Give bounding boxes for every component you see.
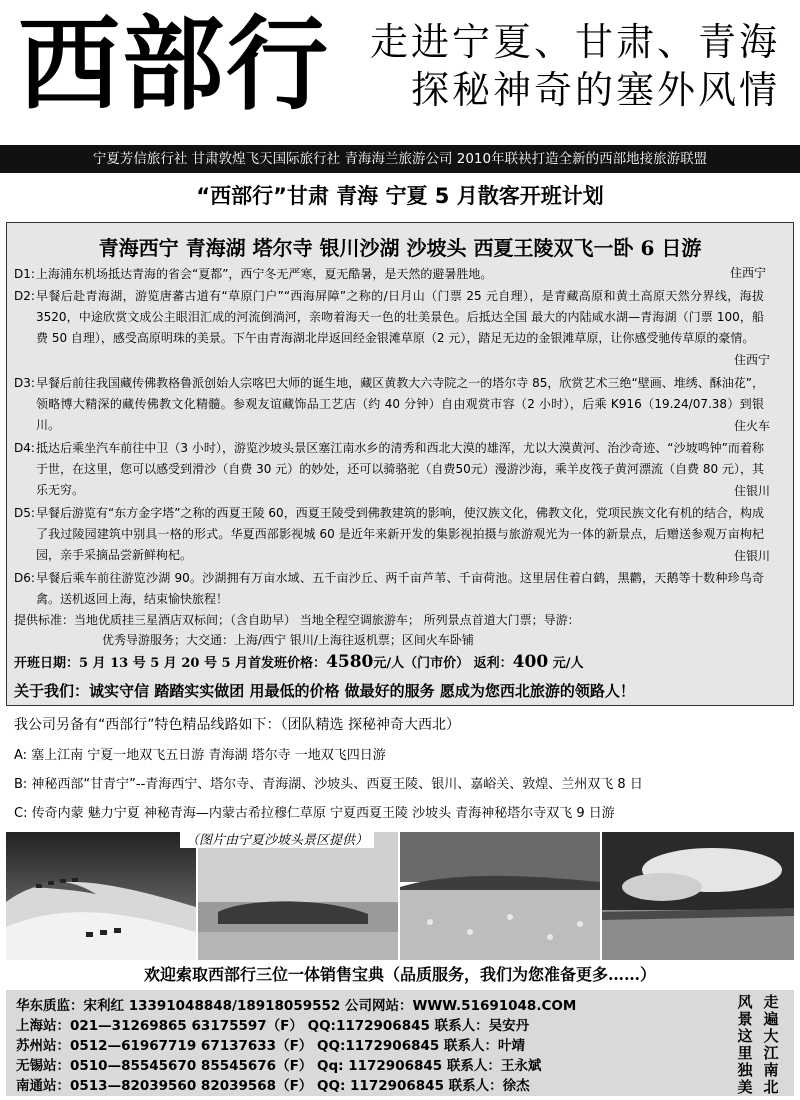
contact-shanghai: 上海站：021—31269865 63175597（F） QQ:1172906845 联系人：吴安丹 bbox=[16, 1018, 530, 1034]
day-5 bbox=[14, 503, 764, 567]
day-2 bbox=[14, 286, 764, 372]
day-6 bbox=[14, 568, 764, 610]
provide-line-1: 提供标准：当地优质挂三星酒店双标间；（含自助早） 当地全程空调旅游车； 所列景点首道大门票；导游： bbox=[14, 613, 580, 627]
rebate-unit: 元/人 bbox=[548, 656, 584, 671]
day-4-stay: 住银川 bbox=[730, 482, 770, 499]
route-title: 青海西宁 青海湖 塔尔寺 银川沙湖 沙坡头 西夏王陵双飞一卧 6 日游 bbox=[98, 236, 702, 260]
contact-hq: 华东质监：宋利红 13391048848/18918059552 公司网站：WWW.51691048.COM bbox=[16, 998, 577, 1014]
day-label: D6: bbox=[14, 571, 35, 585]
contact-suzhou: 苏州站：0512—61967719 67137633（F） QQ:1172906845 联系人：叶靖 bbox=[16, 1038, 525, 1054]
schedule-and-price bbox=[14, 652, 583, 672]
day-1-stay: 住西宁 bbox=[730, 266, 767, 280]
side-slogan-2: 走遍大江南北 bbox=[763, 993, 779, 1096]
day-4 bbox=[14, 438, 764, 502]
contact-nantong: 南通站：0513—82039560 82039568（F） QQ: 1172906845 联系人：徐杰 bbox=[16, 1078, 530, 1094]
other-routes-intro: 我公司另备有“西部行”特色精品线路如下：（团队精选 探秘神奇大西北） bbox=[14, 717, 460, 733]
day-3 bbox=[14, 373, 764, 437]
day-text: 早餐后游览有“东方金字塔”之称的西夏王陵 60，西夏王陵受到佛教建筑的影响，使汉族文化，佛教文化，党项民族文化有机的结合，构成了我过陵园建筑中别具一格的形式。华夏西部影视城 60 是近年来新开发的集影视拍摄与旅游观光为一体的新景点，后赠送参观万亩枸杞园，亲手采摘品尝新鲜枸杞。 bbox=[36, 506, 764, 562]
slogan-line-1: 走进宁夏、甘肃、青海 bbox=[369, 20, 780, 64]
header bbox=[0, 0, 800, 145]
grassland-photo bbox=[400, 832, 600, 960]
lake-reeds-photo bbox=[198, 832, 398, 960]
route-option-c: C: 传奇内蒙 魅力宁夏 神秘青海—内蒙古希拉穆仁草原 宁夏西夏王陵 沙坡头 青海神秘塔尔寺双飞 9 日游 bbox=[14, 806, 615, 821]
welcome-line: 欢迎索取西部行三位一体销售宝典（品质服务，我们为您准备更多……） bbox=[143, 965, 656, 984]
day-text: 早餐后前往我国藏传佛教格鲁派创始人宗喀巴大师的诞生地，藏区黄教大六寺院之一的塔尔寺 85，欣赏艺术三绝“壁画、堆绣、酥油花”，领略博大精深的藏传佛教文化精髓。参观友谊藏饰品工艺店（约 40 分钟）自由观赏市容（2 小时），后乘 K916（19.24/07.38）到银川。 bbox=[36, 376, 764, 432]
route-option-a: A: 塞上江南 宁夏一地双飞五日游 青海湖 塔尔寺 一地双飞四日游 bbox=[14, 748, 386, 763]
day-5-stay: 住银川 bbox=[730, 547, 770, 564]
day-text: 上海浦东机场抵达青海的省会“夏都”，西宁冬无严寒，夏无酷暑，是天然的避暑胜地。 bbox=[36, 267, 493, 281]
slogan bbox=[370, 18, 780, 114]
route-option-b: B: 神秘西部“甘青宁”--青海西宁、塔尔寺、青海湖、沙坡头、西夏王陵、银川、嘉峪关、敦煌、兰州双飞 8 日 bbox=[14, 777, 643, 792]
contact-wuxi: 无锡站：0510—85545670 85545676（F） Qq: 1172906845 联系人：王永斌 bbox=[16, 1058, 542, 1074]
plan-title: “西部行”甘肃 青海 宁夏 5 月散客开班计划 bbox=[196, 184, 604, 208]
dates-text: 开班日期：5 月 13 号 5 月 20 号 5 月首发班价格： bbox=[14, 656, 327, 671]
price-value: 4580 bbox=[326, 652, 374, 672]
price-unit: 元/人（门市价） 返利： bbox=[373, 656, 513, 671]
day-2-stay: 住西宁 bbox=[730, 351, 770, 368]
day-label: D2: bbox=[14, 289, 35, 303]
day-3-stay: 住火车 bbox=[730, 417, 770, 434]
day-1 bbox=[14, 264, 767, 286]
logo: 西部行 bbox=[18, 5, 330, 125]
photo-caption: （图片由宁夏沙坡头景区提供） bbox=[180, 829, 374, 848]
day-text: 早餐后赴青海湖，游览唐蕃古道有“草原门户”“西海屏障”之称的/日月山（门票 25 元自理），是青藏高原和黄土高原天然分界线，海拔 3520，中途欣赏文成公主眼泪汇成的河流倒淌河，亲吻着海天一色的壮美景色。后抵达全国 最大的内陆咸水湖—青海湖（门票 100，船费 50 自理），感受高原明珠的美景。下午由青海湖北岸返回经金银滩草原（2 元），踏足无边的金银滩草原，让你感受驰传草原的豪情。 bbox=[36, 289, 764, 345]
slogan-line-2: 探秘神奇的塞外风情 bbox=[410, 68, 780, 112]
about-us: 关于我们：诚实守信 踏踏实实做团 用最低的价格 做最好的服务 愿成为您西北旅游的领路人！ bbox=[14, 682, 635, 700]
rebate-value: 400 bbox=[512, 652, 549, 672]
sky-lake-photo bbox=[602, 832, 794, 960]
photo-strip bbox=[6, 832, 794, 960]
day-label: D5: bbox=[14, 506, 35, 520]
day-label: D1: bbox=[14, 267, 35, 281]
day-label: D4: bbox=[14, 441, 35, 455]
side-slogan-1: 风景这里独美 bbox=[737, 993, 753, 1096]
contact-box bbox=[6, 990, 794, 1096]
alliance-banner: 宁夏芳信旅行社 甘肃敦煌飞天国际旅行社 青海海兰旅游公司 2010年联袂打造全新的西部地接旅游联盟 bbox=[0, 145, 800, 173]
day-text: 抵达后乘坐汽车前往中卫（3 小时），游览沙坡头景区塞江南水乡的清秀和西北大漠的雄浑，尤以大漠黄河、治沙奇迹、“沙坡鸣钟”而着称于世，在这里，您可以感受到滑沙（自费 30 元）的妙处，还可以骑骆驼（自费50元）漫游沙海，乘羊皮筏子黄河漂流（自费 80 元），其乐无穷。 bbox=[36, 441, 764, 497]
provide-line-2: 优秀导游服务；大交通：上海/西宁 银川/上海往返机票；区间火车卧铺 bbox=[102, 633, 474, 647]
day-text: 早餐后乘车前往游览沙湖 90。沙湖拥有万亩水域、五千亩沙丘、两千亩芦苇、千亩荷池。这里居住着白鹤，黑鹳，天鹅等十数种珍鸟奇禽。送机返回上海，结束愉快旅程！ bbox=[36, 571, 764, 606]
desert-camel-photo bbox=[6, 832, 196, 960]
day-label: D3: bbox=[14, 376, 35, 390]
